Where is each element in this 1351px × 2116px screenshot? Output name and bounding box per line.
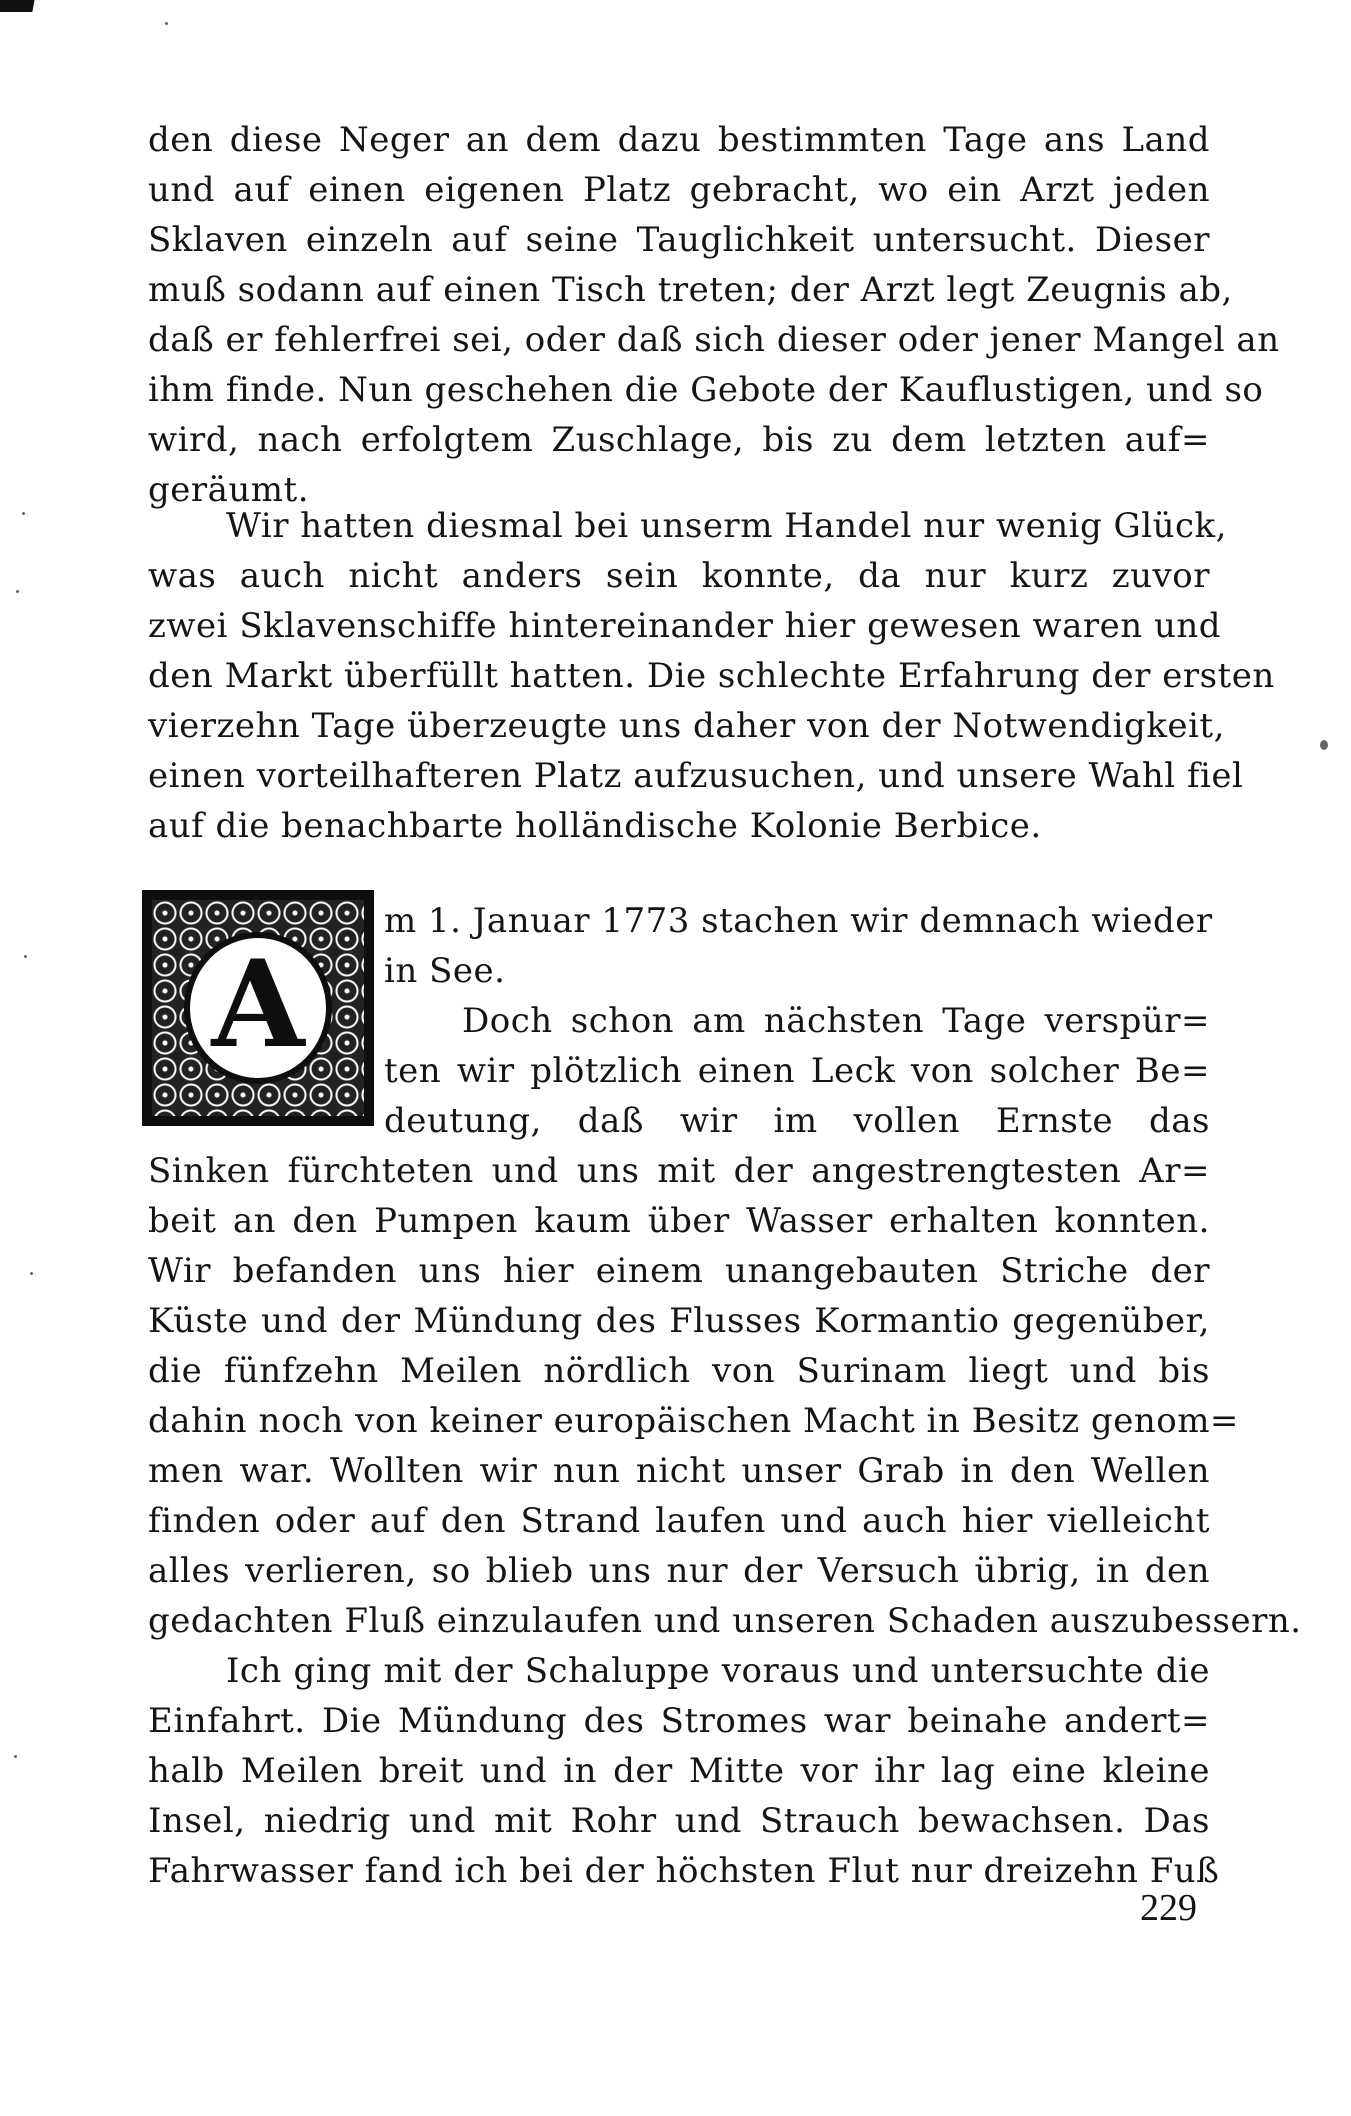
text-line: Wir befanden uns hier einem unangebauten Striche der [148, 1251, 1210, 1291]
paragraph-5 [148, 1646, 1220, 1896]
text-line: vierzehn Tage überzeugte uns daher von der Notwendigkeit, [148, 706, 1225, 746]
text-line: muß sodann auf einen Tisch treten; der Arzt legt Zeugnis ab, [148, 270, 1233, 310]
paragraph-1 [148, 115, 1280, 515]
text-line: finden oder auf den Strand laufen und auch hier vielleicht [148, 1501, 1210, 1541]
text-line: Fahrwasser fand ich bei der höchsten Flut nur dreizehn Fuß [148, 1851, 1220, 1891]
text-line: deutung, daß wir im vollen Ernste das [384, 1101, 1210, 1141]
scan-speck [1320, 740, 1328, 750]
text-line: den diese Neger an dem dazu bestimmten Tage ans Land [148, 120, 1210, 160]
text-line: geräumt. [148, 470, 310, 510]
text-line: ten wir plötzlich einen Leck von solcher Be= [384, 1051, 1210, 1091]
text-line: zwei Sklavenschiffe hintereinander hier gewesen waren und [148, 606, 1222, 646]
text-line: alles verlieren, so blieb uns nur der Versuch übrig, in den [148, 1551, 1210, 1591]
text-line: in See. [384, 951, 506, 991]
scan-speck [24, 955, 27, 958]
ornamental-drop-cap [142, 890, 374, 1126]
page-number: 229 [1140, 1887, 1197, 1929]
paragraph-2 [148, 501, 1275, 851]
scan-speck [30, 1272, 33, 1275]
text-line: und auf einen eigenen Platz gebracht, wo ein Arzt jeden [148, 170, 1210, 210]
scan-speck [165, 22, 168, 25]
text-line: Einfahrt. Die Mündung des Stromes war beinahe andert= [148, 1701, 1210, 1741]
text-line: Ich ging mit der Schaluppe voraus und untersuchte die [226, 1651, 1210, 1691]
scan-corner-mark [0, 0, 60, 12]
drop-cap-medallion [184, 932, 332, 1084]
paragraph-4-narrow [384, 996, 1210, 1146]
text-line: auf die benachbarte holländische Kolonie Berbice. [148, 806, 1042, 846]
scan-speck [22, 512, 25, 515]
drop-cap-letter: A [211, 934, 305, 1075]
text-line: halb Meilen breit und in der Mitte vor ihr lag eine kleine [148, 1751, 1210, 1791]
text-line: m 1. Januar 1773 stachen wir demnach wieder [384, 901, 1213, 941]
text-line: den Markt überfüllt hatten. Die schlechte Erfahrung der ersten [148, 656, 1275, 696]
text-line: Sinken fürchteten und uns mit der angestrengtesten Ar= [148, 1151, 1210, 1191]
text-line: dahin noch von keiner europäischen Macht in Besitz genom= [148, 1401, 1239, 1441]
text-line: ihm finde. Nun geschehen die Gebote der Kauflustigen, und so [148, 370, 1264, 410]
text-line: Sklaven einzeln auf seine Tauglichkeit untersucht. Dieser [148, 220, 1210, 260]
text-line: Wir hatten diesmal bei unserm Handel nur wenig Glück, [226, 506, 1227, 546]
text-line: Küste und der Mündung des Flusses Kormantio gegenüber, [148, 1301, 1210, 1341]
scan-speck [16, 590, 19, 593]
paragraph-4-full [148, 1146, 1302, 1646]
scan-speck [14, 1755, 17, 1758]
text-line: daß er fehlerfrei sei, oder daß sich dieser oder jener Mangel an [148, 320, 1280, 360]
text-line: Insel, niedrig und mit Rohr und Strauch bewachsen. Das [148, 1801, 1210, 1841]
text-line: die fünfzehn Meilen nördlich von Surinam liegt und bis [148, 1351, 1210, 1391]
text-line: beit an den Pumpen kaum über Wasser erhalten konnten. [148, 1201, 1210, 1241]
text-line: wird, nach erfolgtem Zuschlage, bis zu dem letzten auf= [148, 420, 1210, 460]
text-line: Doch schon am nächsten Tage verspür= [462, 1001, 1210, 1041]
text-line: gedachten Fluß einzulaufen und unseren Schaden auszubessern. [148, 1601, 1302, 1641]
paragraph-3 [384, 896, 1213, 996]
text-line: was auch nicht anders sein konnte, da nur kurz zuvor [148, 556, 1210, 596]
text-line: einen vorteilhafteren Platz aufzusuchen, und unsere Wahl fiel [148, 756, 1244, 796]
text-line: men war. Wollten wir nun nicht unser Grab in den Wellen [148, 1451, 1210, 1491]
